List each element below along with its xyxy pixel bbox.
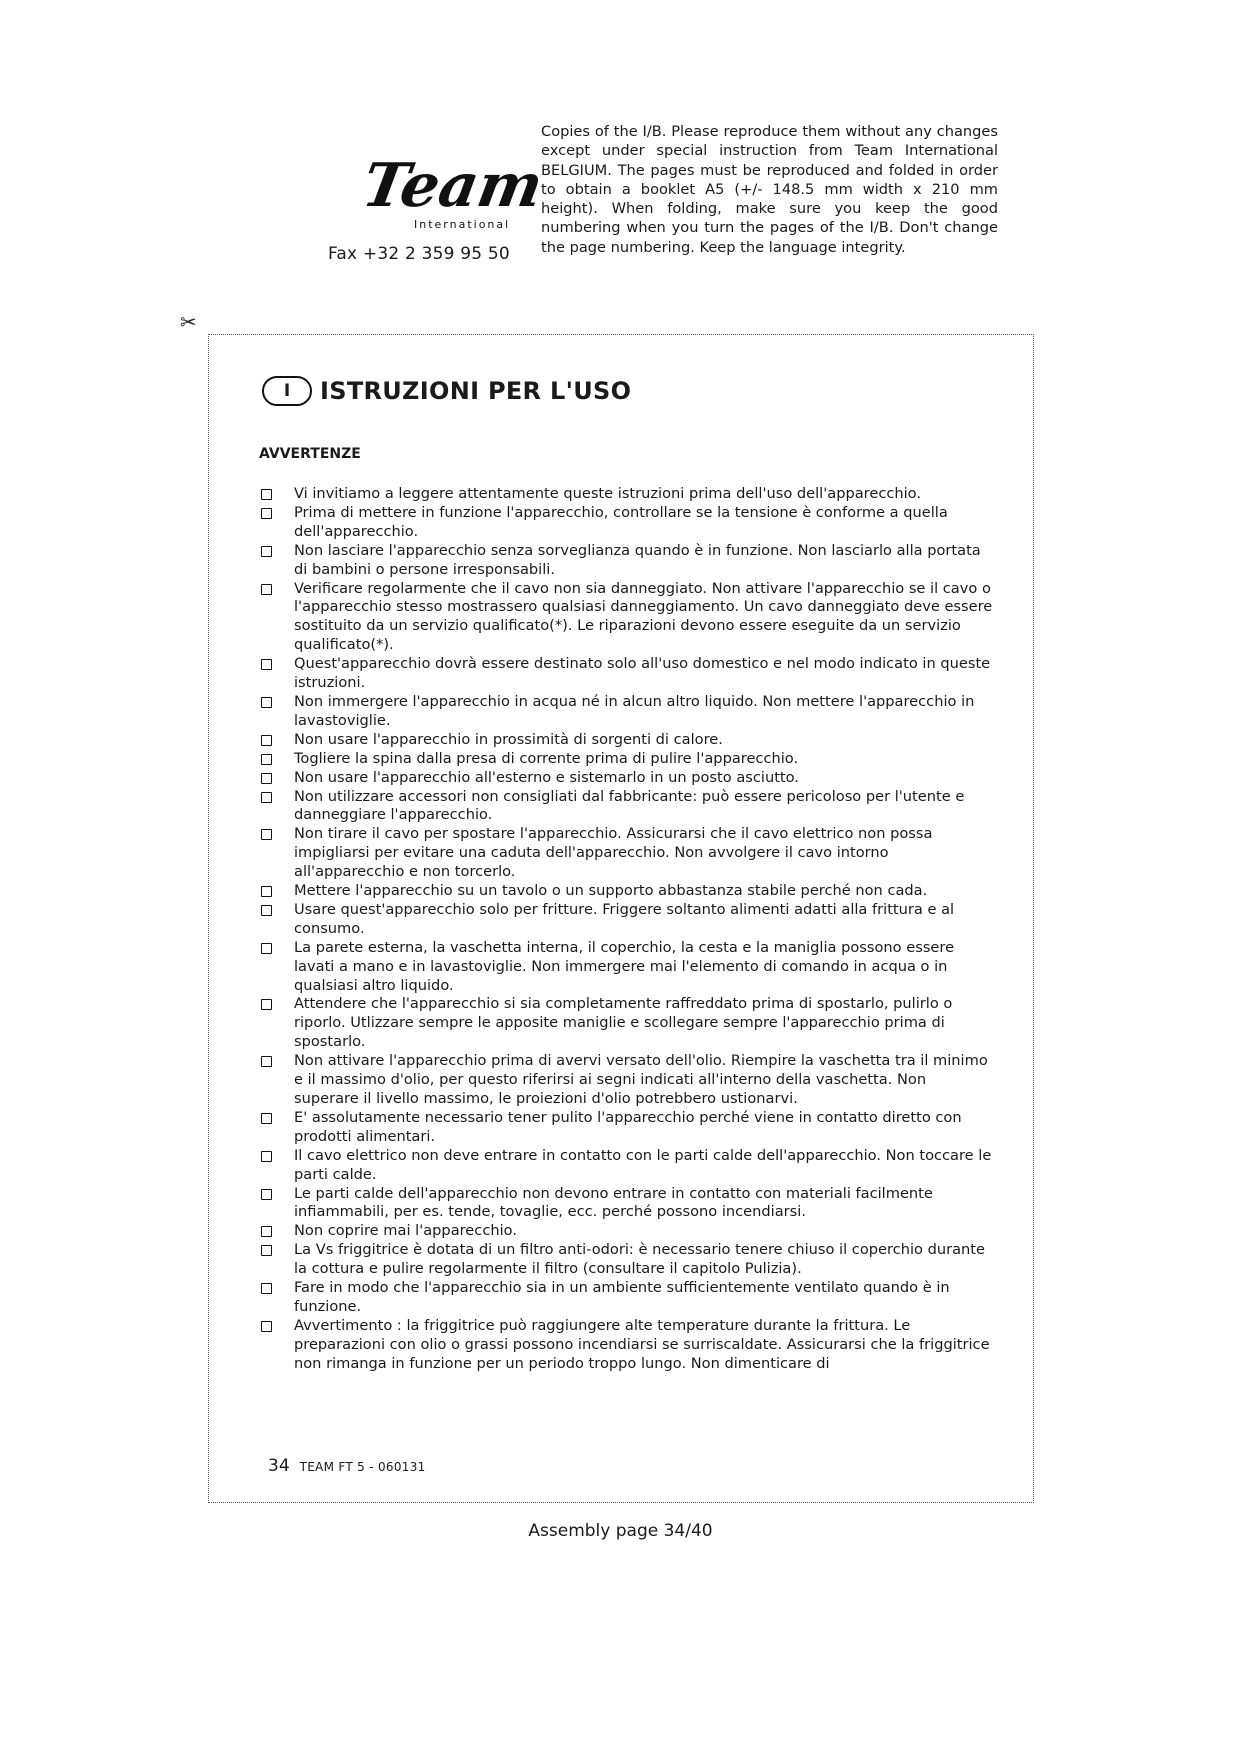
checkbox-bullet-icon	[261, 905, 272, 916]
checkbox-bullet-icon	[261, 1189, 272, 1200]
warning-text: Le parti calde dell'apparecchio non devono entrare in contatto con materiali facilmente infiammabili, per es. tende, tovaglie, ecc. perché possono incendiarsi.	[294, 1184, 933, 1221]
language-badge: I	[262, 376, 312, 406]
list-item	[260, 731, 995, 750]
scissors-icon: ✂	[180, 310, 197, 334]
list-item	[260, 1241, 995, 1279]
warning-text: Quest'apparecchio dovrà essere destinato solo all'uso domestico e nel modo indicato in queste istruzioni.	[294, 655, 991, 692]
list-item	[260, 1222, 995, 1241]
warning-text: Prima di mettere in funzione l'apparecchio, controllare se la tensione è conforme a quella dell'apparecchio.	[294, 503, 948, 540]
warning-text: Non lasciare l'apparecchio senza sorveglianza quando è in funzione. Non lasciarlo alla portata di bambini o persone irresponsabili.	[294, 541, 981, 578]
warning-text: Avvertimento : la friggitrice può raggiungere alte temperature durante la frittura. Le preparazioni con olio o grassi possono incendiarsi se surriscaldate. Assicurarsi che la friggitrice non rimanga in funzione per un periodo troppo lungo. Non dimenticare di	[294, 1316, 990, 1372]
warning-text: Non immergere l'apparecchio in acqua né in alcun altro liquido. Non mettere l'apparecchio in lavastoviglie.	[294, 692, 975, 729]
reproduction-instructions: Copies of the I/B. Please reproduce them without any changes except under special instruction from Team International BELGIUM. The pages must be reproduced and folded in order to obtain a booklet A5 (+/- 148.5 mm width x 210 mm height). When folding, make sure you keep the good numbering when you turn the pages of the I/B. Don't change the page numbering. Keep the language integrity.	[541, 123, 998, 256]
list-item	[260, 750, 995, 769]
checkbox-bullet-icon	[261, 659, 272, 670]
warning-text: Non usare l'apparecchio all'esterno e sistemarlo in un posto asciutto.	[294, 768, 799, 786]
checkbox-bullet-icon	[261, 754, 272, 765]
checkbox-bullet-icon	[261, 773, 272, 784]
list-item	[260, 542, 995, 580]
warning-text: Non coprire mai l'apparecchio.	[294, 1222, 517, 1240]
logo-wordmark: Team	[357, 150, 549, 221]
logo-subtext: International	[414, 218, 511, 231]
page-footer	[268, 1456, 426, 1476]
warnings-heading: AVVERTENZE	[259, 446, 361, 462]
list-item	[260, 1109, 995, 1147]
checkbox-bullet-icon	[261, 1226, 272, 1237]
warning-text: Attendere che l'apparecchio si sia completamente raffreddato prima di spostarlo, pulirlo o riporlo. Utlizzare sempre le apposite maniglie e scollegare sempre l'apparecchio prima di spostarlo.	[294, 995, 953, 1051]
list-item	[260, 901, 995, 939]
section-header	[262, 374, 631, 408]
checkbox-bullet-icon	[261, 697, 272, 708]
warnings-list	[260, 485, 995, 1374]
list-item	[260, 1317, 995, 1374]
list-item	[260, 655, 995, 693]
checkbox-bullet-icon	[261, 999, 272, 1010]
checkbox-bullet-icon	[261, 508, 272, 519]
checkbox-bullet-icon	[261, 735, 272, 746]
list-item	[260, 485, 995, 504]
list-item	[260, 995, 995, 1052]
list-item	[260, 882, 995, 901]
fax-number: Fax +32 2 359 95 50	[328, 244, 510, 264]
warning-text: Togliere la spina dalla presa di corrente prima di pulire l'apparecchio.	[294, 749, 799, 767]
warning-text: Non usare l'apparecchio in prossimità di sorgenti di calore.	[294, 730, 723, 748]
checkbox-bullet-icon	[261, 943, 272, 954]
warning-text: Non attivare l'apparecchio prima di avervi versato dell'olio. Riempire la vaschetta tra il minimo e il massimo d'olio, per questo riferirsi ai segni indicati all'interno della vaschetta. Non superare il livello massimo, le proiezioni d'olio potrebbero ustionarvi.	[294, 1052, 988, 1107]
list-item	[260, 1279, 995, 1317]
checkbox-bullet-icon	[261, 886, 272, 897]
warning-text: La parete esterna, la vaschetta interna, il coperchio, la cesta e la maniglia possono essere lavati a mano e in lavastoviglie. Non immergere mai l'elemento di comando in acqua o in qualsiasi altro liquido.	[294, 938, 955, 994]
warning-text: Fare in modo che l'apparecchio sia in un ambiente sufficientemente ventilato quando è in funzione.	[294, 1279, 950, 1315]
checkbox-bullet-icon	[261, 1245, 272, 1256]
checkbox-bullet-icon	[261, 829, 272, 840]
checkbox-bullet-icon	[261, 489, 272, 500]
warning-text: E' assolutamente necessario tener pulito l'apparecchio perché viene in contatto diretto con prodotti alimentari.	[294, 1108, 962, 1145]
list-item	[260, 580, 995, 656]
list-item	[260, 769, 995, 788]
list-item	[260, 1185, 995, 1223]
checkbox-bullet-icon	[261, 546, 272, 557]
page-number: 34	[268, 1456, 290, 1476]
list-item	[260, 825, 995, 882]
checkbox-bullet-icon	[261, 1321, 272, 1332]
list-item	[260, 504, 995, 542]
checkbox-bullet-icon	[261, 1113, 272, 1124]
checkbox-bullet-icon	[261, 1283, 272, 1294]
warning-text: La Vs friggitrice è dotata di un filtro anti-odori: è necessario tenere chiuso il coperchio durante la cottura e pulire regolarmente il filtro (consultare il capitolo Pulizia).	[294, 1241, 985, 1278]
assembly-page-label: Assembly page 34/40	[528, 1521, 713, 1541]
warning-text: Vi invitiamo a leggere attentamente queste istruzioni prima dell'uso dell'apparecchio.	[294, 485, 921, 502]
warning-text: Usare quest'apparecchio solo per fritture. Friggere soltanto alimenti adatti alla frittura e al consumo.	[294, 900, 955, 937]
team-international-logo	[357, 138, 549, 238]
section-title: ISTRUZIONI PER L'USO	[320, 377, 632, 405]
checkbox-bullet-icon	[261, 1151, 272, 1162]
model-code: TEAM FT 5 - 060131	[299, 1460, 426, 1474]
list-item	[260, 939, 995, 996]
list-item	[260, 693, 995, 731]
warning-text: Non tirare il cavo per spostare l'apparecchio. Assicurarsi che il cavo elettrico non possa impigliarsi per evitare una caduta dell'apparecchio. Non avvolgere il cavo intorno all'apparecchio e non torcerlo.	[294, 825, 933, 881]
checkbox-bullet-icon	[261, 1056, 272, 1067]
warning-text: Mettere l'apparecchio su un tavolo o un supporto abbastanza stabile perché non cada.	[294, 882, 928, 900]
checkbox-bullet-icon	[261, 792, 272, 803]
list-item	[260, 788, 995, 826]
warning-text: Verificare regolarmente che il cavo non sia danneggiato. Non attivare l'apparecchio se il cavo o l'apparecchio stesso mostrassero qualsiasi danneggiamento. Un cavo danneggiato deve essere sostituito da un servizio qualificato(*). Le riparazioni devono essere eseguite da un servizio qualificato(*).	[294, 579, 993, 654]
list-item	[260, 1052, 995, 1109]
list-item	[260, 1147, 995, 1185]
team-logo-graphic	[357, 138, 549, 238]
warning-text: Il cavo elettrico non deve entrare in contatto con le parti calde dell'apparecchio. Non toccare le parti calde.	[294, 1146, 992, 1183]
warning-text: Non utilizzare accessori non consigliati dal fabbricante: può essere pericoloso per l'utente e danneggiare l'apparecchio.	[294, 787, 965, 824]
checkbox-bullet-icon	[261, 584, 272, 595]
